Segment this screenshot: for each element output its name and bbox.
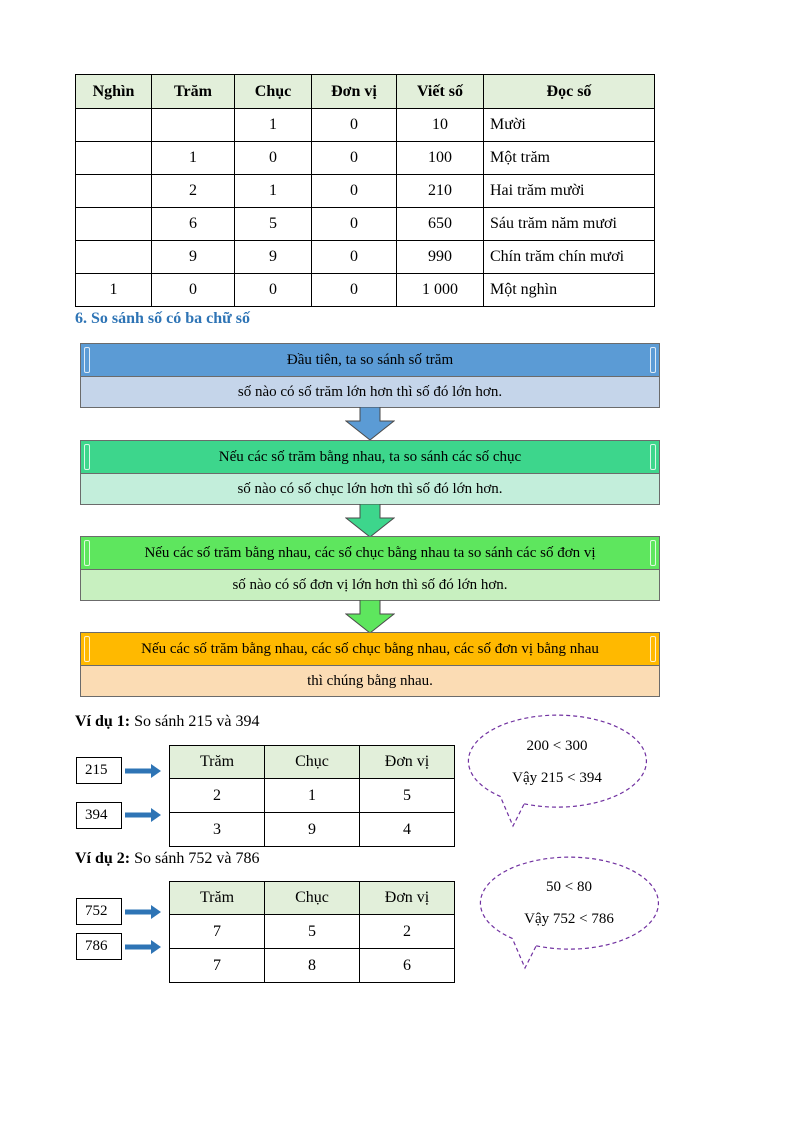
right-arrow-icon xyxy=(125,905,161,919)
right-arrow-icon xyxy=(125,764,161,778)
table-header-row xyxy=(170,882,455,915)
table-cell: 0 xyxy=(235,142,312,175)
number-box: 394 xyxy=(76,802,122,829)
table-header-cell: Trăm xyxy=(170,882,265,915)
down-arrow-icon xyxy=(345,407,395,441)
flow-step-3-detail xyxy=(80,570,660,601)
table-cell: 7 xyxy=(170,949,265,983)
flow-step-detail-text: số nào có số trăm lớn hơn thì số đó lớn hơn. xyxy=(237,383,503,400)
right-arrow-icon xyxy=(125,940,161,954)
example-label: Ví dụ 1: xyxy=(75,713,131,730)
table-cell: 0 xyxy=(235,274,312,307)
table-row xyxy=(170,915,455,949)
table-header-cell: Chục xyxy=(265,746,360,779)
table-cell: 1 000 xyxy=(397,274,484,307)
number-box: 752 xyxy=(76,898,122,925)
table-cell xyxy=(152,109,235,142)
flow-step-4-detail xyxy=(80,666,660,697)
table-cell: 0 xyxy=(312,109,397,142)
flow-step-detail-text: số nào có số đơn vị lớn hơn thì số đó lớn hơn. xyxy=(232,576,508,593)
example-title xyxy=(75,713,259,731)
table-cell: 0 xyxy=(312,175,397,208)
down-arrow-icon xyxy=(345,600,395,634)
table-cell: 2 xyxy=(170,779,265,813)
table-cell: 0 xyxy=(312,241,397,274)
example-table xyxy=(169,881,455,983)
table-cell: 650 xyxy=(397,208,484,241)
table-cell xyxy=(76,241,152,274)
flow-step-1-title xyxy=(80,343,660,377)
flow-step-title-text: Nếu các số trăm bằng nhau, ta so sánh các số chục xyxy=(218,448,522,465)
table-cell: 2 xyxy=(152,175,235,208)
table-row xyxy=(76,109,655,142)
section-heading: 6. So sánh số có ba chữ số xyxy=(75,310,250,327)
flow-step-title-text: Nếu các số trăm bằng nhau, các số chục bằng nhau, các số đơn vị bằng nhau xyxy=(141,640,599,657)
table-cell xyxy=(76,109,152,142)
table-cell xyxy=(76,208,152,241)
table-row xyxy=(76,274,655,307)
table-header-cell: Chục xyxy=(265,882,360,915)
table-cell: 5 xyxy=(235,208,312,241)
table-header-row xyxy=(76,75,655,109)
table-row xyxy=(170,813,455,847)
number-box: 786 xyxy=(76,933,122,960)
header-don-vi: Đơn vị xyxy=(312,75,397,109)
table-cell: 9 xyxy=(235,241,312,274)
table-row xyxy=(76,208,655,241)
flow-step-1-detail xyxy=(80,377,660,408)
table-cell: 4 xyxy=(360,813,455,847)
example-table xyxy=(169,745,455,847)
table-row xyxy=(170,949,455,983)
table-cell: Hai trăm mười xyxy=(484,175,655,208)
table-cell: 2 xyxy=(360,915,455,949)
table-cell: 3 xyxy=(170,813,265,847)
table-header-cell: Trăm xyxy=(170,746,265,779)
table-header-cell: Đơn vị xyxy=(360,882,455,915)
table-cell: 9 xyxy=(265,813,360,847)
table-cell: 7 xyxy=(170,915,265,949)
table-cell: 0 xyxy=(312,274,397,307)
table-cell: 8 xyxy=(265,949,360,983)
example-text: So sánh 752 và 786 xyxy=(130,850,260,867)
table-row xyxy=(76,142,655,175)
table-cell: Mười xyxy=(484,109,655,142)
header-chuc: Chục xyxy=(235,75,312,109)
table-cell xyxy=(76,175,152,208)
table-cell: Một trăm xyxy=(484,142,655,175)
flow-step-title-text: Nếu các số trăm bằng nhau, các số chục bằng nhau ta so sánh các số đơn vị xyxy=(144,544,596,561)
bubble-text: 50 < 80 xyxy=(546,879,592,895)
table-cell: 990 xyxy=(397,241,484,274)
table-cell: 100 xyxy=(397,142,484,175)
flow-step-title-text: Đầu tiên, ta so sánh số trăm xyxy=(286,351,454,368)
table-cell: 1 xyxy=(235,109,312,142)
example-text: So sánh 215 và 394 xyxy=(130,713,260,730)
table-header-row xyxy=(170,746,455,779)
example-label: Ví dụ 2: xyxy=(75,850,131,867)
table-row xyxy=(170,779,455,813)
table-cell: 6 xyxy=(152,208,235,241)
bubble-text: Vậy 215 < 394 xyxy=(512,770,602,786)
table-row xyxy=(76,241,655,274)
number-box: 215 xyxy=(76,757,122,784)
table-cell xyxy=(76,142,152,175)
flow-step-4-title xyxy=(80,632,660,666)
header-tram: Trăm xyxy=(152,75,235,109)
header-viet-so: Viết số xyxy=(397,75,484,109)
table-cell: Sáu trăm năm mươi xyxy=(484,208,655,241)
table-cell: 6 xyxy=(360,949,455,983)
table-cell: 5 xyxy=(360,779,455,813)
table-cell: 5 xyxy=(265,915,360,949)
flow-step-detail-text: thì chúng bằng nhau. xyxy=(307,672,433,689)
flow-step-3-title xyxy=(80,536,660,570)
table-cell: 210 xyxy=(397,175,484,208)
table-cell: Một nghìn xyxy=(484,274,655,307)
example-title xyxy=(75,850,259,868)
table-cell: 1 xyxy=(76,274,152,307)
right-arrow-icon xyxy=(125,808,161,822)
table-cell: 1 xyxy=(152,142,235,175)
header-doc-so: Đọc số xyxy=(484,75,655,109)
bubble-text: Vậy 752 < 786 xyxy=(524,911,614,927)
down-arrow-icon xyxy=(345,504,395,538)
header-nghin: Nghìn xyxy=(76,75,152,109)
place-value-table xyxy=(75,74,655,307)
table-row xyxy=(76,175,655,208)
table-cell: 0 xyxy=(152,274,235,307)
flow-step-detail-text: số nào có số chục lớn hơn thì số đó lớn hơn. xyxy=(237,480,503,497)
flow-step-2-title xyxy=(80,440,660,474)
table-cell: 10 xyxy=(397,109,484,142)
flow-step-2-detail xyxy=(80,474,660,505)
table-header-cell: Đơn vị xyxy=(360,746,455,779)
table-cell: 1 xyxy=(235,175,312,208)
bubble-text: 200 < 300 xyxy=(526,738,588,754)
table-cell: 1 xyxy=(265,779,360,813)
table-cell: Chín trăm chín mươi xyxy=(484,241,655,274)
table-cell: 9 xyxy=(152,241,235,274)
table-cell: 0 xyxy=(312,142,397,175)
table-cell: 0 xyxy=(312,208,397,241)
